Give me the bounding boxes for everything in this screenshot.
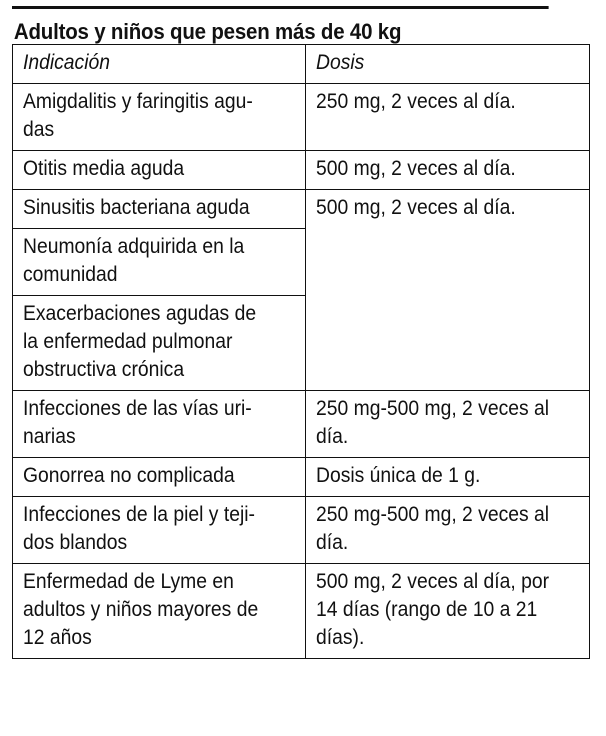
dose-cell (306, 391, 590, 458)
column-header-dose-label: Dosis (316, 51, 365, 74)
indication-cell (13, 296, 306, 391)
dose-text: 250 mg, 2 veces al día. (316, 90, 516, 113)
table-row (13, 84, 590, 151)
indication-text: Infecciones de las vías uri- narias (23, 397, 252, 448)
indication-text: Sinusitis bacteriana aguda (23, 196, 250, 219)
dose-cell (306, 151, 590, 190)
indication-cell (13, 564, 306, 659)
dose-text: Dosis única de 1 g. (316, 464, 481, 487)
indication-cell (13, 458, 306, 497)
indication-text: Infecciones de la piel y teji- dos blandos (23, 503, 255, 554)
dose-text: 250 mg-500 mg, 2 veces al día. (316, 503, 550, 554)
indication-text: Exacerbaciones agudas de la enfermedad pulmonar obstructiva crónica (23, 302, 257, 381)
indication-cell (13, 190, 306, 229)
indication-text: Otitis media aguda (23, 157, 185, 180)
dose-cell-merged (306, 190, 590, 391)
table-row (13, 458, 590, 497)
table-row (13, 190, 590, 229)
dose-cell (306, 497, 590, 564)
table-row (13, 151, 590, 190)
table-row (13, 391, 590, 458)
dosing-table (12, 44, 590, 659)
dosing-section (12, 6, 589, 659)
dose-cell (306, 458, 590, 497)
dose-text: 500 mg, 2 veces al día, por 14 días (rango de 10 a 21 días). (316, 570, 550, 649)
table-row (13, 564, 590, 659)
column-header-dose (306, 45, 590, 84)
indication-cell (13, 497, 306, 564)
indication-cell (13, 229, 306, 296)
dose-text: 500 mg, 2 veces al día. (316, 196, 516, 219)
indication-cell (13, 84, 306, 151)
table-caption: Adultos y niños que pesen más de 40 kg (12, 6, 549, 44)
dose-text: 500 mg, 2 veces al día. (316, 157, 516, 180)
indication-cell (13, 391, 306, 458)
header-row (13, 45, 590, 84)
column-header-indication-label: Indicación (23, 51, 110, 74)
indication-text: Gonorrea no complicada (23, 464, 235, 487)
table-row (13, 497, 590, 564)
dose-text: 250 mg-500 mg, 2 veces al día. (316, 397, 550, 448)
indication-text: Enfermedad de Lyme en adultos y niños mayores de 12 años (23, 570, 259, 649)
dose-cell (306, 84, 590, 151)
indication-text: Amigdalitis y faringitis agu- das (23, 90, 253, 141)
dose-cell (306, 564, 590, 659)
indication-cell (13, 151, 306, 190)
indication-text: Neumonía adquirida en la comunidad (23, 235, 245, 286)
column-header-indication (13, 45, 306, 84)
